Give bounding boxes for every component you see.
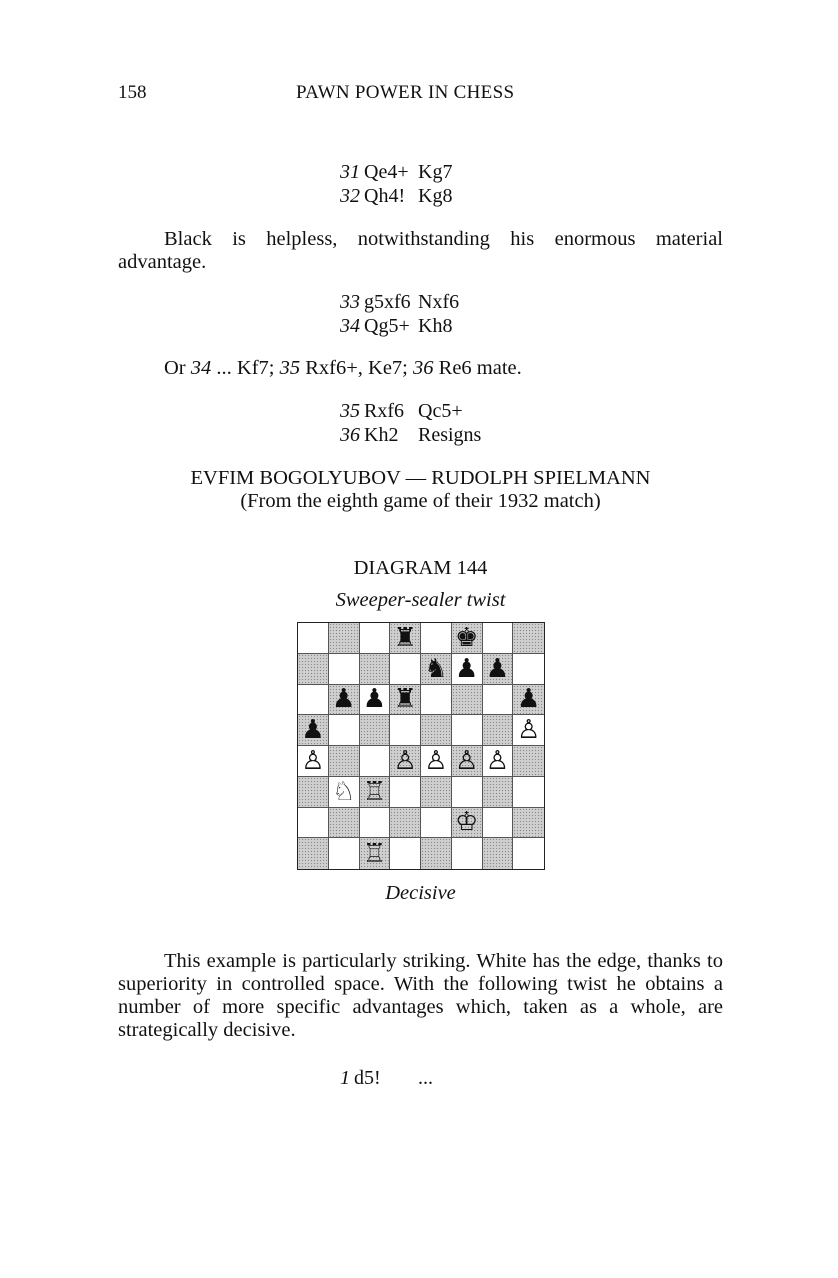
white-move: Qe4+ <box>364 161 409 183</box>
white-move: Kh2 <box>364 424 399 446</box>
board-square <box>513 685 544 716</box>
board-square <box>452 715 483 746</box>
move-row <box>340 160 452 184</box>
board-square <box>360 654 391 685</box>
black-move: Kh8 <box>418 315 453 337</box>
board-square <box>513 777 544 808</box>
black-move: ... <box>418 1067 433 1089</box>
move-number: 32 <box>340 185 360 207</box>
board-square <box>421 715 452 746</box>
board-square <box>329 685 360 716</box>
move-number: 36 <box>340 424 360 446</box>
board-square <box>421 808 452 839</box>
board-square <box>483 685 514 716</box>
black-move: Kg8 <box>418 185 453 207</box>
white-move: Qh4! <box>364 185 406 207</box>
chess-piece: ♚ <box>454 623 479 653</box>
chess-piece: ♖ <box>362 838 387 869</box>
board-square <box>390 838 421 869</box>
board-square <box>483 777 514 808</box>
chess-piece: ♙ <box>454 746 479 776</box>
board-square <box>329 808 360 839</box>
move-number: 35 <box>340 400 360 422</box>
move-row <box>340 290 459 314</box>
board-square <box>298 623 329 654</box>
move-number: 31 <box>340 161 360 183</box>
move-row <box>340 399 481 423</box>
board-square <box>421 838 452 869</box>
board-square <box>483 838 514 869</box>
board-square <box>390 685 421 716</box>
paragraph: This example is particularly striking. White has the edge, thanks to superiority in controlled space. With the following twist he obtains a number of more specific advantages which, taken as a whole, are strategically decisive. <box>118 950 723 1041</box>
move-list <box>340 160 452 208</box>
chess-piece: ♜ <box>393 623 417 653</box>
board-square <box>513 808 544 839</box>
running-title: PAWN POWER IN CHESS <box>296 82 515 103</box>
diagram-subtitle: Sweeper-sealer twist <box>335 589 506 611</box>
chess-piece: ♖ <box>362 776 387 807</box>
black-move: Resigns <box>418 424 482 446</box>
board-square <box>298 777 329 808</box>
diagram-label: DIAGRAM 144 <box>353 557 488 579</box>
white-move: Qg5+ <box>364 315 410 337</box>
chess-piece: ♙ <box>485 746 510 776</box>
paragraph: Black is helpless, notwithstanding his enormous material advantage. <box>118 228 723 273</box>
board-square <box>483 746 514 777</box>
board-square <box>298 746 329 777</box>
board-square <box>452 746 483 777</box>
board-square <box>298 685 329 716</box>
black-move: Nxf6 <box>418 291 460 313</box>
board-square <box>329 654 360 685</box>
board-square <box>483 654 514 685</box>
board-square <box>298 838 329 869</box>
board-square <box>513 654 544 685</box>
board-square <box>390 777 421 808</box>
board-square <box>329 777 360 808</box>
game-subtitle: (From the eighth game of their 1932 match) <box>240 490 601 512</box>
board-square <box>390 746 421 777</box>
board-square <box>452 685 483 716</box>
chess-piece: ♜ <box>393 684 417 715</box>
board-square <box>513 623 544 654</box>
board-square <box>390 715 421 746</box>
board-square <box>452 623 483 654</box>
board-square <box>298 654 329 685</box>
diagram-caption: Decisive <box>385 882 456 904</box>
chess-piece: ♙ <box>393 746 417 776</box>
board-square <box>298 715 329 746</box>
board-square <box>298 808 329 839</box>
board-square <box>390 808 421 839</box>
board-square <box>483 623 514 654</box>
chess-piece: ♟ <box>301 715 325 746</box>
move-number: 1 <box>340 1067 350 1089</box>
move-list <box>340 290 459 338</box>
board-square <box>421 623 452 654</box>
chess-piece: ♘ <box>331 776 356 807</box>
board-square <box>421 685 452 716</box>
page-number: 158 <box>118 82 147 103</box>
board-square <box>452 654 483 685</box>
chess-piece: ♙ <box>424 746 448 776</box>
white-move: g5xf6 <box>364 291 411 313</box>
board-square <box>329 623 360 654</box>
board-square <box>483 808 514 839</box>
board-square <box>483 715 514 746</box>
chess-board <box>297 622 545 870</box>
chess-piece: ♟ <box>331 684 356 715</box>
board-square <box>360 715 391 746</box>
chess-piece: ♟ <box>454 653 479 684</box>
move-row <box>340 184 452 208</box>
board-square <box>360 808 391 839</box>
game-title: EVFIM BOGOLYUBOV — RUDOLPH SPIELMANN <box>190 467 651 489</box>
board-square <box>421 654 452 685</box>
move-number: 33 <box>340 291 360 313</box>
chess-piece: ♟ <box>516 684 541 715</box>
move-row <box>340 423 481 447</box>
board-square <box>360 623 391 654</box>
black-move: Kg7 <box>418 161 453 183</box>
board-square <box>513 715 544 746</box>
board-square <box>329 746 360 777</box>
board-square <box>360 746 391 777</box>
chess-piece: ♞ <box>424 653 448 684</box>
board-square <box>360 838 391 869</box>
chess-piece: ♙ <box>301 746 325 776</box>
board-square <box>390 623 421 654</box>
move-list <box>340 1066 433 1090</box>
board-square <box>329 838 360 869</box>
board-square <box>452 808 483 839</box>
white-move: d5! <box>354 1067 381 1089</box>
chess-piece: ♟ <box>362 684 387 715</box>
board-square <box>421 777 452 808</box>
move-number: 34 <box>340 315 360 337</box>
board-square <box>452 777 483 808</box>
board-square <box>421 746 452 777</box>
board-square <box>360 777 391 808</box>
move-row <box>340 1066 433 1090</box>
board-square <box>390 654 421 685</box>
chess-piece: ♙ <box>516 715 541 746</box>
board-square <box>452 838 483 869</box>
white-move: Rxf6 <box>364 400 404 422</box>
chess-piece: ♔ <box>454 807 479 838</box>
board-square <box>513 838 544 869</box>
variation-note: Or 34 ... Kf7; 35 Rxf6+, Ke7; 36 Re6 mate. <box>164 357 522 379</box>
move-row <box>340 314 459 338</box>
black-move: Qc5+ <box>418 400 463 422</box>
board-square <box>360 685 391 716</box>
chess-piece: ♟ <box>485 653 510 684</box>
move-list <box>340 399 481 447</box>
board-square <box>329 715 360 746</box>
board-square <box>513 746 544 777</box>
